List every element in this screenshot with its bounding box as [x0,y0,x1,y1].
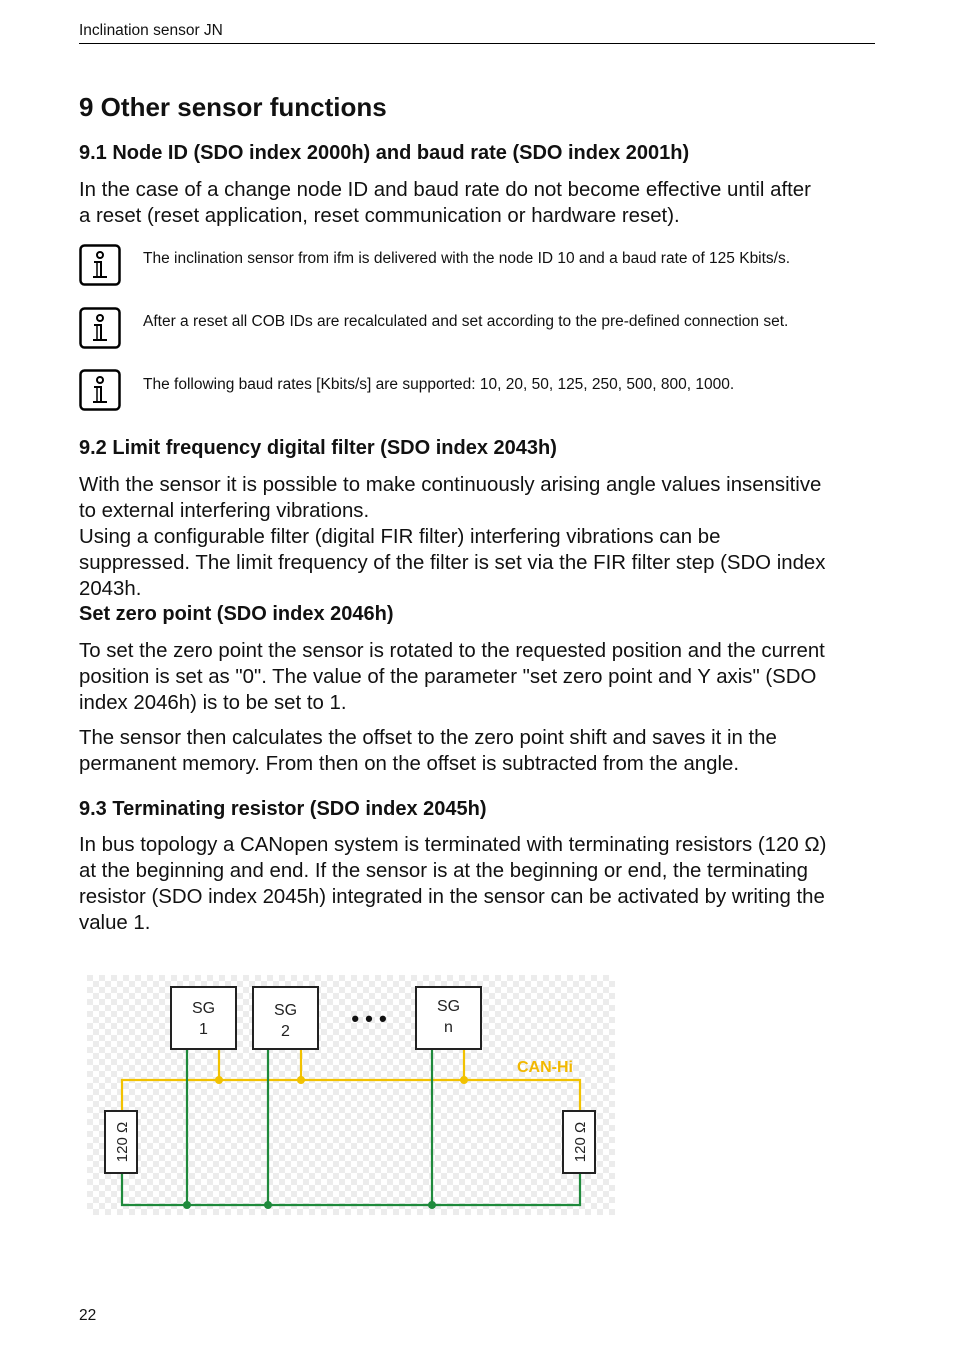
ellipsis: • • • [351,1006,387,1031]
node-box-sgn [416,987,481,1049]
text-line: a reset (reset application, reset communication or hardware reset). [79,205,680,227]
zero-point-para-1 [79,638,879,716]
section-title-9-1: 9.1 Node ID (SDO index 2000h) and baud rate (SDO index 2001h) [79,142,690,164]
resistor-right-label: 120 Ω [572,1121,589,1163]
section-9-1-body [79,177,879,229]
node-label-line1: SG [191,1000,216,1017]
chapter-title: 9 Other sensor functions [79,92,387,122]
resistor-left [105,1111,137,1173]
text-line: resistor (SDO index 2045h) integrated in the sensor can be activated by writing the [79,886,825,908]
zero-point-para-2 [79,725,879,777]
info-icon [79,244,121,286]
text-line: suppressed. The limit frequency of the filter is set via the FIR filter step (SDO index [79,552,826,574]
text-line: value 1. [79,912,151,934]
info-icon [79,369,121,411]
node-label-line2: 2 [281,1023,290,1040]
text-line: index 2046h) is to be set to 1. [79,692,347,714]
section-9-3-body [79,832,879,936]
page-number: 22 [79,1307,97,1324]
running-header: Inclination sensor JN [79,22,223,39]
node-label-line2: 1 [199,1021,208,1038]
note-text: The following baud rates [Kbits/s] are supported: 10, 20, 50, 125, 250, 500, 800, 1000. [143,376,735,393]
text-line: In the case of a change node ID and baud rate do not become effective until after [79,179,811,201]
text-line: Using a configurable filter (digital FIR filter) interfering vibrations can be [79,526,721,548]
header-rule [79,43,875,44]
resistor-right [563,1111,595,1173]
note-text: After a reset all COB IDs are recalculated and set according to the pre-defined connection set. [143,313,789,330]
node-label-line1: SG [436,998,461,1015]
info-icon [79,307,121,349]
node-label-line2: n [444,1019,453,1036]
section-title-9-2: 9.2 Limit frequency digital filter (SDO index 2043h) [79,437,557,459]
text-line: To set the zero point the sensor is rotated to the requested position and the current [79,640,825,662]
node-box-sg1 [171,987,236,1049]
text-line: at the beginning and end. If the sensor is at the beginning or end, the terminating [79,860,808,882]
text-line: The sensor then calculates the offset to the zero point shift and saves it in the [79,727,777,749]
resistor-left-label: 120 Ω [114,1121,131,1163]
text-line: With the sensor it is possible to make continuously arising angle values insensitive [79,474,822,496]
note-text: The inclination sensor from ifm is delivered with the node ID 10 and a baud rate of 125 Kbits/s. [143,250,791,267]
section-title-9-3: 9.3 Terminating resistor (SDO index 2045h) [79,798,487,820]
can-hi-label: CAN-Hi [517,1059,573,1076]
section-9-2-body [79,472,879,602]
text-line: permanent memory. From then on the offset is subtracted from the angle. [79,753,739,775]
text-line: position is set as "0". The value of the parameter "set zero point and Y axis" (SDO [79,666,817,688]
node-label-line1: SG [273,1002,298,1019]
can-bus-diagram [87,975,615,1215]
zero-point-title: Set zero point (SDO index 2046h) [79,603,394,625]
text-line: 2043h. [79,578,142,600]
node-box-sg2 [253,987,318,1049]
text-line: to external interfering vibrations. [79,500,370,522]
text-line: In bus topology a CANopen system is terminated with terminating resistors (120 Ω) [79,834,827,856]
